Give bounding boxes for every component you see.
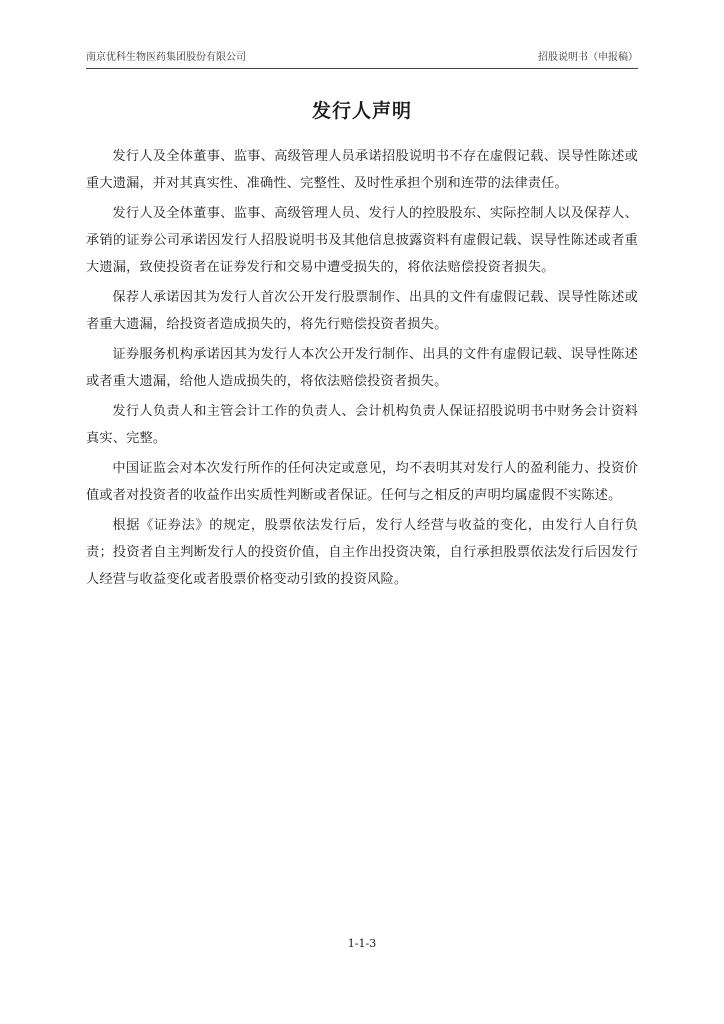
paragraph-2: 发行人及全体董事、监事、高级管理人员、发行人的控股股东、实际控制人以及保荐人、承销的证券公司承诺因发行人招股说明书及其他信息披露资料有虚假记载、误导性陈述或者重大遗漏，致使投资者在证券发行和交易中遭受损失的，将依法赔偿投资者损失。 (86, 206, 638, 275)
paragraph-3: 保荐人承诺因其为发行人首次公开发行股票制作、出具的文件有虚假记载、误导性陈述或者重大遗漏，给投资者造成损失的，将先行赔偿投资者损失。 (86, 290, 638, 332)
paragraph-1: 发行人及全体董事、监事、高级管理人员承诺招股说明书不存在虚假记载、误导性陈述或重大遗漏，并对其真实性、准确性、完整性、及时性承担个别和连带的法律责任。 (86, 149, 638, 191)
paragraph-7: 根据《证券法》的规定，股票依法发行后，发行人经营与收益的变化，由发行人自行负责；投资者自主判断发行人的投资价值，自主作出投资决策，自行承担股票依法发行后因发行人经营与收益变化或者股票价格变动引致的投资风险。 (86, 518, 638, 587)
page-title: 发行人声明 (311, 100, 412, 122)
page-header (86, 50, 638, 69)
page-number: 1-1-3 (347, 937, 377, 950)
declaration-body (86, 143, 638, 596)
paragraph-4: 证券服务机构承诺因其为发行人本次公开发行制作、出具的文件有虚假记载、误导性陈述或者重大遗漏，给他人造成损失的，将依法赔偿投资者损失。 (86, 347, 638, 389)
header-document-type: 招股说明书（申报稿） (538, 52, 638, 63)
paragraph-6: 中国证监会对本次发行所作的任何决定或意见，均不表明其对发行人的盈利能力、投资价值或者对投资者的收益作出实质性判断或者保证。任何与之相反的声明均属虚假不实陈述。 (86, 461, 638, 503)
paragraph-5: 发行人负责人和主管会计工作的负责人、会计机构负责人保证招股说明书中财务会计资料真实、完整。 (86, 404, 638, 446)
header-company-name: 南京优科生物医药集团股份有限公司 (86, 52, 246, 63)
